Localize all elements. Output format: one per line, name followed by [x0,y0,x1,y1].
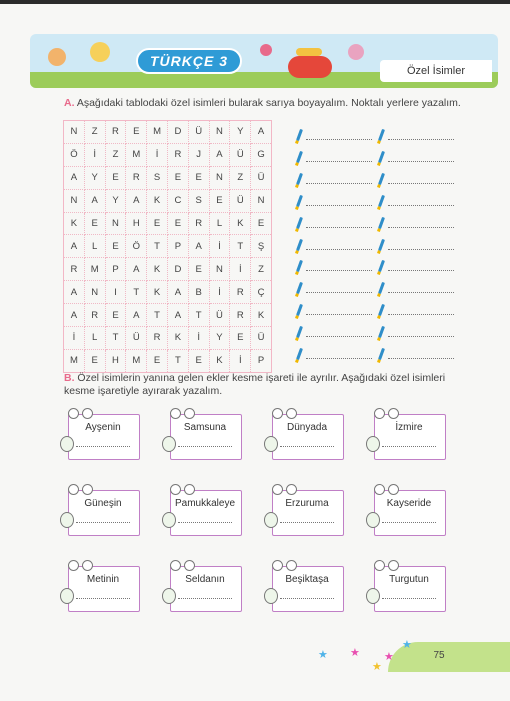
answer-blank[interactable] [388,205,454,206]
bear-icon [272,408,283,419]
bear-icon [286,484,297,495]
grid-cell[interactable]: R [188,212,209,235]
grid-cell[interactable]: J [188,143,209,166]
bear-paw-icon [60,588,74,604]
answer-blank[interactable] [306,205,372,206]
answer-row [298,297,468,319]
grid-cell[interactable]: Ö [64,143,85,166]
child-illustration-icon [348,44,364,60]
grid-cell[interactable]: A [64,304,85,327]
pencil-icon [296,151,303,163]
grid-row [64,304,272,327]
pencil-icon [378,129,385,141]
grid-cell[interactable]: T [188,304,209,327]
grid-cell[interactable]: E [84,212,105,235]
card-word: Turgutun [389,574,429,585]
answer-blank[interactable] [306,292,372,293]
card-answer-blank[interactable] [280,446,334,447]
grid-row [64,235,272,258]
grid-cell[interactable]: I [105,281,126,304]
card-answer-blank[interactable] [76,522,130,523]
bear-paw-icon [366,436,380,452]
card-word: Samsuna [183,422,227,433]
grid-cell[interactable]: A [126,304,147,327]
card-answer-blank[interactable] [382,522,436,523]
card-word: Seldanın [185,574,225,585]
grid-cell[interactable]: İ [147,143,168,166]
grid-cell[interactable]: R [126,166,147,189]
pencil-icon [378,282,385,294]
grid-cell[interactable]: K [147,258,168,281]
section-b-letter: B. [64,372,75,384]
grid-cell[interactable]: N [105,212,126,235]
grid-cell[interactable]: T [126,281,147,304]
grid-cell[interactable]: Z [230,166,251,189]
grid-cell[interactable]: Z [84,121,105,144]
top-edge [0,0,510,4]
star-icon: ★ [402,639,412,651]
grid-cell[interactable]: N [209,121,230,144]
card-frame [272,490,344,536]
grid-cell[interactable]: Ş [251,235,272,258]
bear-icon [388,560,399,571]
grid-cell[interactable]: K [147,189,168,212]
bear-icon [68,484,79,495]
card-word: Kayseride [386,498,432,509]
bear-icon [184,408,195,419]
grid-cell[interactable]: M [147,121,168,144]
card-word: Güneşin [84,498,122,509]
card-answer-blank[interactable] [178,446,232,447]
grid-cell[interactable]: Y [84,166,105,189]
subject-badge: TÜRKÇE 3 [136,48,242,74]
pencil-icon [296,282,303,294]
bear-icon [388,484,399,495]
grid-cell[interactable]: Z [251,258,272,281]
answer-blank[interactable] [306,270,372,271]
section-b-line1: Özel isimlerin yanına gelen ekler kesme işareti ile ayrılır. Aşağıdaki özel isimleri [77,372,446,384]
grid-cell[interactable]: E [147,212,168,235]
grid-cell[interactable]: A [126,258,147,281]
answer-row [298,275,468,297]
card-answer-blank[interactable] [178,598,232,599]
bear-icon [82,484,93,495]
bear-card [58,484,140,534]
grid-cell[interactable]: R [230,304,251,327]
card-word: Metinin [86,574,120,585]
star-icon: ★ [372,661,382,673]
grid-cell[interactable]: M [64,349,85,372]
grid-cell[interactable]: E [105,235,126,258]
pencil-icon [378,348,385,360]
grid-cell[interactable]: P [167,235,188,258]
grid-cell[interactable]: A [167,281,188,304]
bear-card [160,484,242,534]
grid-cell[interactable]: T [230,235,251,258]
answer-blank[interactable] [388,336,454,337]
bear-icon [184,484,195,495]
grid-cell[interactable]: A [84,189,105,212]
grid-cell[interactable]: İ [209,235,230,258]
grid-cell[interactable]: Y [230,121,251,144]
bear-card [58,560,140,610]
card-frame [170,490,242,536]
bear-icon [82,408,93,419]
grid-row [64,189,272,212]
grid-cell[interactable]: G [251,143,272,166]
answer-blank[interactable] [306,314,372,315]
grid-cell[interactable]: E [167,212,188,235]
grid-cell[interactable]: E [167,166,188,189]
grid-cell[interactable]: T [147,304,168,327]
bear-icon [272,484,283,495]
grid-row [64,327,272,350]
pencil-icon [296,260,303,272]
grid-cell[interactable]: K [167,327,188,350]
header-banner [30,34,498,88]
grid-cell[interactable]: M [84,258,105,281]
bear-paw-icon [264,436,278,452]
grid-cell[interactable]: E [188,258,209,281]
pencil-icon [296,216,303,228]
grid-cell[interactable]: K [209,349,230,372]
grid-cell[interactable]: A [64,281,85,304]
grid-cell[interactable]: R [64,258,85,281]
pencil-icon [296,348,303,360]
answer-blank[interactable] [388,161,454,162]
bear-icon [170,484,181,495]
grid-row [64,258,272,281]
grid-cell[interactable]: D [167,258,188,281]
grid-cell[interactable]: B [188,281,209,304]
grid-cell[interactable]: Ü [251,166,272,189]
bear-icon [388,408,399,419]
answer-blank[interactable] [388,227,454,228]
grid-row [64,212,272,235]
grid-cell[interactable]: S [188,189,209,212]
grid-cell[interactable]: E [188,166,209,189]
card-answer-blank[interactable] [382,446,436,447]
star-icon: ★ [318,649,328,661]
grid-cell[interactable]: L [84,327,105,350]
grid-cell[interactable]: S [147,166,168,189]
card-frame [374,566,446,612]
grid-cell[interactable]: H [126,212,147,235]
card-frame [272,414,344,460]
grid-cell[interactable]: K [230,212,251,235]
grid-cell[interactable]: E [188,349,209,372]
grid-cell[interactable]: Ü [188,121,209,144]
grid-cell[interactable]: P [251,349,272,372]
page-number: 75 [433,650,445,661]
grid-cell[interactable]: L [209,212,230,235]
section-a-letter: A. [64,97,75,109]
card-frame [170,566,242,612]
grid-cell[interactable]: T [167,349,188,372]
bear-card [160,560,242,610]
section-b-instruction [64,372,494,398]
bear-paw-icon [60,512,74,528]
grid-cell[interactable]: N [209,166,230,189]
pencil-icon [296,195,303,207]
grid-cell[interactable]: İ [64,327,85,350]
section-b-line2: kesme işaretiyle ayırarak yazalım. [64,385,223,397]
grid-cell[interactable]: E [230,327,251,350]
bear-paw-icon [60,436,74,452]
card-frame [374,490,446,536]
grid-cell[interactable]: H [105,349,126,372]
grid-cell[interactable]: T [147,235,168,258]
card-answer-blank[interactable] [76,446,130,447]
grid-cell[interactable]: E [147,349,168,372]
grid-cell[interactable]: A [209,143,230,166]
grid-cell[interactable]: E [209,189,230,212]
card-word: Dünyada [286,422,328,433]
grid-cell[interactable]: Ü [230,189,251,212]
bear-paw-icon [162,436,176,452]
grid-cell[interactable]: Ü [251,327,272,350]
bear-card [262,484,344,534]
grid-cell[interactable]: R [230,281,251,304]
answer-blank[interactable] [388,314,454,315]
grid-row [64,349,272,372]
bear-card [262,560,344,610]
grid-cell[interactable]: İ [230,349,251,372]
answer-blank[interactable] [306,336,372,337]
bear-paw-icon [264,512,278,528]
grid-cell[interactable]: Ö [126,235,147,258]
pencil-icon [296,238,303,250]
bear-paw-icon [162,588,176,604]
grid-cell[interactable]: İ [84,143,105,166]
card-frame [272,566,344,612]
grid-cell[interactable]: Y [209,327,230,350]
answer-row [298,144,468,166]
grid-cell[interactable]: R [147,327,168,350]
grid-row [64,143,272,166]
answer-blank[interactable] [306,358,372,359]
grid-cell[interactable]: Ü [230,143,251,166]
bear-paw-icon [162,512,176,528]
section-a-instruction [64,97,494,110]
pencil-icon [378,151,385,163]
card-frame [170,414,242,460]
answer-row [298,188,468,210]
flower-icon [260,44,272,56]
bear-card [364,560,446,610]
grid-row [64,121,272,144]
answer-row [298,122,468,144]
pencil-icon [378,260,385,272]
pencil-icon [378,326,385,338]
grid-cell[interactable]: N [64,121,85,144]
bear-icon [170,408,181,419]
answer-blank[interactable] [306,227,372,228]
grid-cell[interactable]: R [105,121,126,144]
grid-cell[interactable]: N [64,189,85,212]
topic-title: Özel İsimler [380,60,492,82]
grid-cell[interactable]: K [251,304,272,327]
card-answer-blank[interactable] [76,598,130,599]
word-search-grid [63,120,272,373]
grid-cell[interactable]: L [84,235,105,258]
bear-card [364,408,446,458]
grid-cell[interactable]: M [126,349,147,372]
answer-blank[interactable] [388,249,454,250]
grid-cell[interactable]: K [147,281,168,304]
grid-cell[interactable]: İ [230,258,251,281]
grid-row [64,166,272,189]
answer-row [298,341,468,363]
grid-cell[interactable]: E [251,212,272,235]
grid-cell[interactable]: E [84,349,105,372]
card-word: Pamukkaleye [174,498,236,509]
answer-row [298,166,468,188]
star-icon: ★ [384,651,394,663]
answer-blank[interactable] [388,292,454,293]
card-word: Erzuruma [285,498,329,509]
pencil-icon [296,129,303,141]
grid-cell[interactable]: İ [209,281,230,304]
bear-icon [286,560,297,571]
grid-cell[interactable]: Ü [209,304,230,327]
grid-cell[interactable]: K [64,212,85,235]
grid-row [64,281,272,304]
section-a-text: Aşağıdaki tablodaki özel isimleri bularak sarıya boyayalım. Noktalı yerlere yazalım. [76,97,461,109]
grid-cell[interactable]: T [105,327,126,350]
grid-cell[interactable]: A [64,235,85,258]
bear-icon [286,408,297,419]
answer-blank[interactable] [306,139,372,140]
answer-blank[interactable] [388,270,454,271]
grid-cell[interactable]: Ü [126,327,147,350]
pencil-icon [296,304,303,316]
bear-paw-icon [366,588,380,604]
grid-cell[interactable]: R [167,143,188,166]
grid-cell[interactable]: N [209,258,230,281]
grid-cell[interactable]: E [105,166,126,189]
grid-cell[interactable]: A [251,121,272,144]
star-icon: ★ [350,647,360,659]
grid-cell[interactable]: Y [105,189,126,212]
answer-blank[interactable] [306,249,372,250]
pencil-icon [378,304,385,316]
answer-blank[interactable] [306,183,372,184]
grid-cell[interactable]: Z [105,143,126,166]
bear-card [160,408,242,458]
card-frame [68,414,140,460]
card-frame [68,490,140,536]
card-word: Ayşenin [85,422,121,433]
bear-icon [374,560,385,571]
bear-icon [374,408,385,419]
grid-cell[interactable]: C [167,189,188,212]
airplane-icon [288,56,332,78]
pencil-icon [378,238,385,250]
child-illustration-icon [48,48,66,66]
bear-paw-icon [366,512,380,528]
card-answer-blank[interactable] [178,522,232,523]
bear-icon [82,560,93,571]
card-answer-blank[interactable] [280,522,334,523]
grid-cell[interactable]: E [126,121,147,144]
answer-row [298,232,468,254]
child-illustration-icon [90,42,110,62]
bear-card [262,408,344,458]
pencil-icon [296,326,303,338]
grid-cell[interactable]: D [167,121,188,144]
grid-cell[interactable]: N [84,281,105,304]
pencil-icon [296,173,303,185]
answer-row [298,210,468,232]
bear-icon [68,560,79,571]
card-frame [374,414,446,460]
answer-row [298,319,468,341]
grid-cell[interactable]: Ç [251,281,272,304]
bear-icon [170,560,181,571]
grid-cell[interactable]: A [64,166,85,189]
answer-blank[interactable] [388,183,454,184]
bear-icon [184,560,195,571]
pencil-icon [378,173,385,185]
answer-blank[interactable] [306,161,372,162]
bear-card [364,484,446,534]
grid-cell[interactable]: P [105,258,126,281]
card-frame [68,566,140,612]
bear-card [58,408,140,458]
bear-icon [374,484,385,495]
pencil-icon [378,195,385,207]
grid-cell[interactable]: A [126,189,147,212]
answer-blank[interactable] [388,139,454,140]
grid-cell[interactable]: İ [188,327,209,350]
card-answer-blank[interactable] [382,598,436,599]
bear-icon [68,408,79,419]
card-answer-blank[interactable] [280,598,334,599]
grid-cell[interactable]: N [251,189,272,212]
grid-cell[interactable]: R [84,304,105,327]
card-word: İzmire [395,422,423,433]
pencil-icon [378,216,385,228]
grid-cell[interactable]: E [105,304,126,327]
bear-icon [272,560,283,571]
bear-paw-icon [264,588,278,604]
answer-row [298,253,468,275]
grid-cell[interactable]: M [126,143,147,166]
answer-blank[interactable] [388,358,454,359]
card-word: Beşiktaşa [285,574,329,585]
grid-cell[interactable]: A [188,235,209,258]
grid-cell[interactable]: A [167,304,188,327]
